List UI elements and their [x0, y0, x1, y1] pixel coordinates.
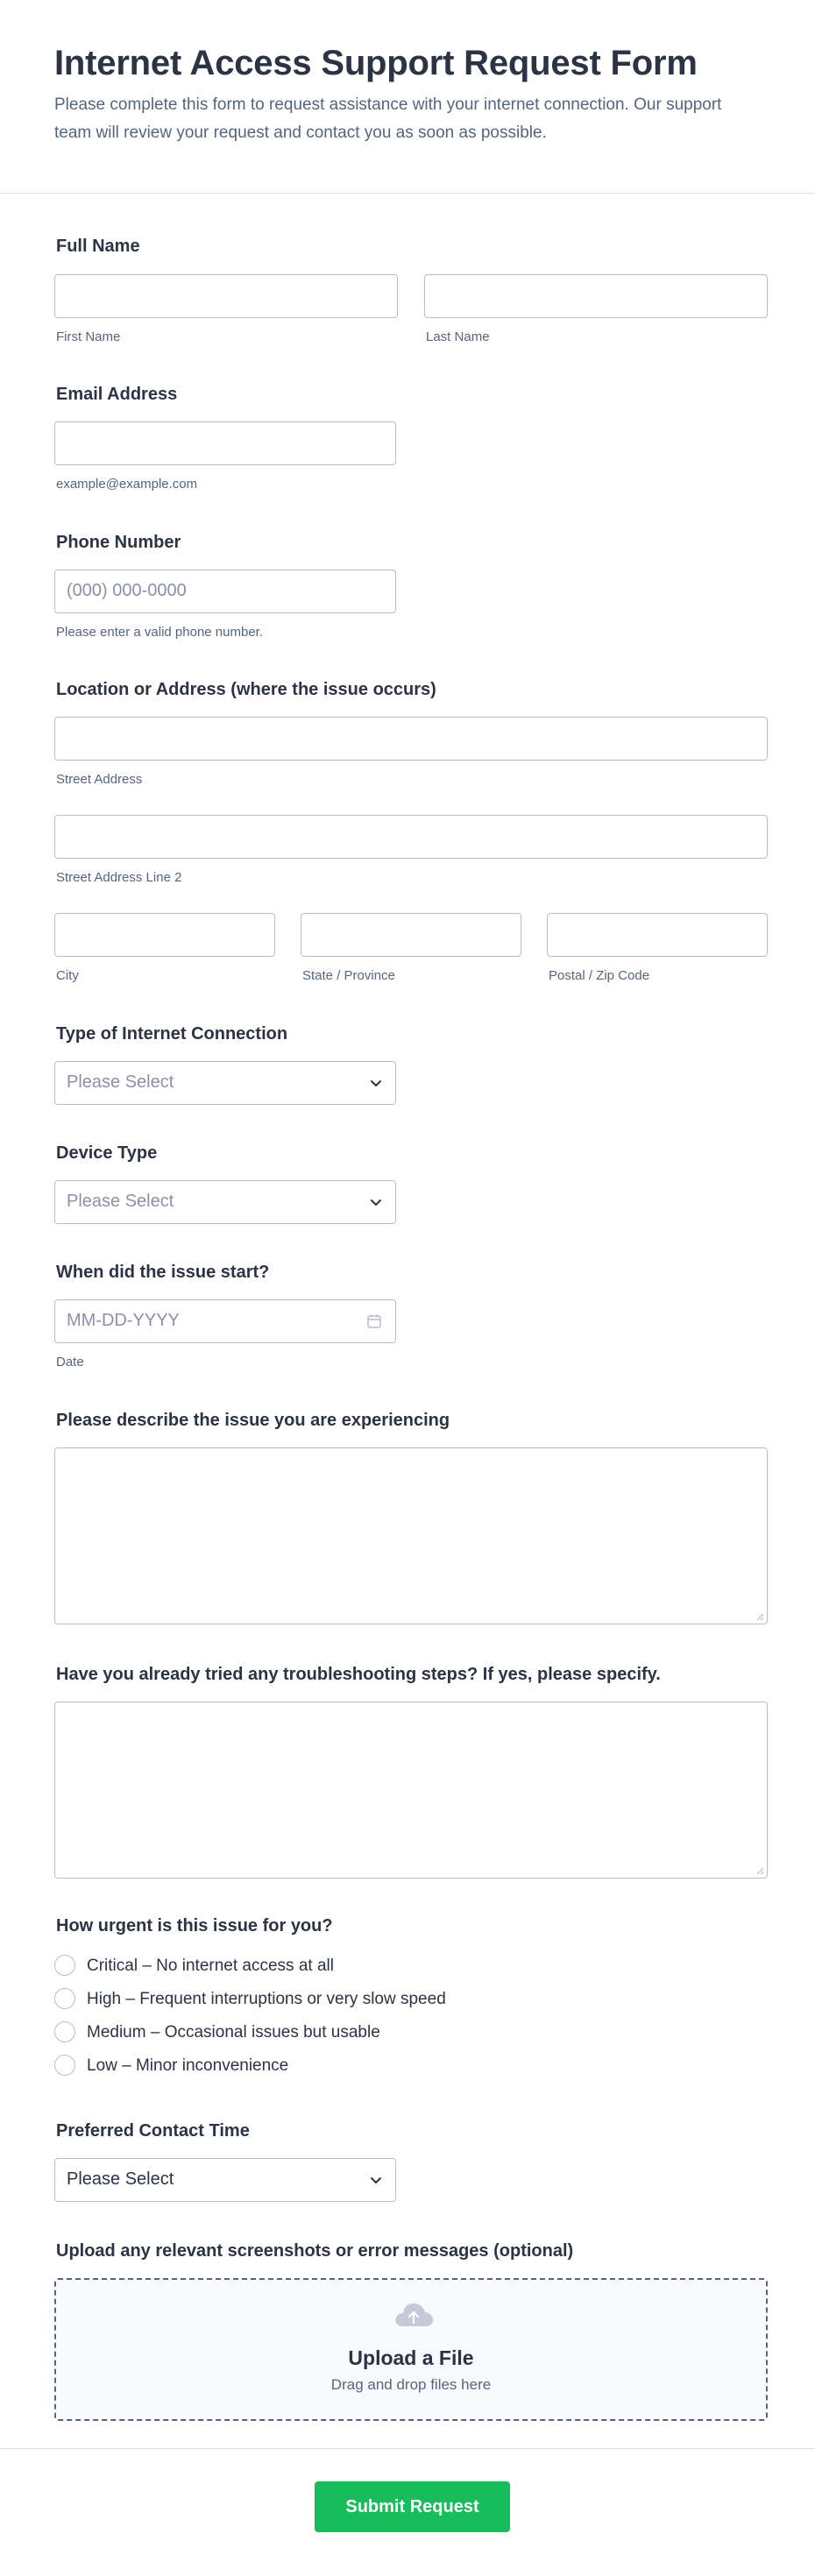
radio-button[interactable]	[54, 1988, 75, 2009]
upload-subtitle: Drag and drop files here	[330, 2376, 492, 2393]
radio-button[interactable]	[54, 2055, 75, 2076]
email-sublabel: example@example.com	[56, 477, 198, 492]
urgency-option-label: Critical – No internet access at all	[87, 1957, 334, 1975]
city-sublabel: City	[56, 968, 79, 983]
form-subtitle: Please complete this form to request assistance with your internet connection. Our support team will review your request and contact you as soon as possible.	[54, 96, 722, 142]
issue-start-label: When did the issue start?	[56, 1263, 270, 1282]
footer-divider	[0, 2448, 815, 2449]
connection-type-select[interactable]	[54, 1061, 396, 1105]
submit-button[interactable]: Submit Request	[315, 2481, 510, 2532]
upload-label: Upload any relevant screenshots or error messages (optional)	[56, 2241, 574, 2261]
resize-grip-icon[interactable]	[754, 1865, 764, 1875]
radio-button[interactable]	[54, 1955, 75, 1976]
chevron-down-icon	[367, 1074, 385, 1092]
issue-description-textarea[interactable]	[54, 1447, 768, 1624]
radio-button[interactable]	[54, 2021, 75, 2042]
zip-input[interactable]	[547, 913, 768, 957]
issue-start-date-input[interactable]	[54, 1299, 396, 1343]
device-type-selected: Please Select	[67, 1192, 174, 1211]
troubleshooting-label: Have you already tried any troubleshooting steps? If yes, please specify.	[56, 1665, 661, 1684]
issue-start-sublabel: Date	[56, 1355, 84, 1369]
email-label: Email Address	[56, 385, 178, 404]
contact-time-selected: Please Select	[67, 2169, 174, 2189]
last-name-input[interactable]	[424, 274, 768, 318]
phone-placeholder: (000) 000-0000	[67, 581, 187, 600]
connection-type-label: Type of Internet Connection	[56, 1024, 288, 1044]
address-label: Location or Address (where the issue occurs)	[56, 680, 436, 699]
device-type-select[interactable]	[54, 1180, 396, 1224]
full-name-label: Full Name	[56, 237, 140, 256]
calendar-icon[interactable]	[365, 1313, 383, 1330]
phone-sublabel: Please enter a valid phone number.	[56, 625, 263, 640]
cloud-upload-icon	[392, 2297, 436, 2332]
file-upload-dropzone[interactable]	[54, 2278, 768, 2421]
urgency-option-label: Low – Minor inconvenience	[87, 2056, 289, 2075]
street-address-input[interactable]	[54, 717, 768, 761]
troubleshooting-textarea[interactable]	[54, 1702, 768, 1879]
state-sublabel: State / Province	[302, 968, 395, 983]
contact-time-label: Preferred Contact Time	[56, 2121, 250, 2141]
contact-time-select[interactable]	[54, 2158, 396, 2202]
street-address-line2-sublabel: Street Address Line 2	[56, 870, 182, 885]
resize-grip-icon[interactable]	[754, 1610, 764, 1621]
first-name-sublabel: First Name	[56, 329, 121, 344]
form-title: Internet Access Support Request Form	[54, 44, 698, 82]
form-header	[0, 0, 815, 194]
chevron-down-icon	[367, 1193, 385, 1211]
email-input[interactable]	[54, 421, 396, 465]
zip-sublabel: Postal / Zip Code	[549, 968, 650, 983]
urgency-option-label: Medium – Occasional issues but usable	[87, 2023, 380, 2042]
urgency-option-label: High – Frequent interruptions or very slow speed	[87, 1990, 446, 2008]
chevron-down-icon	[367, 2171, 385, 2189]
upload-title: Upload a File	[348, 2346, 474, 2369]
city-input[interactable]	[54, 913, 275, 957]
last-name-sublabel: Last Name	[426, 329, 490, 344]
urgency-label: How urgent is this issue for you?	[56, 1916, 333, 1936]
issue-start-placeholder: MM-DD-YYYY	[67, 1311, 180, 1330]
connection-type-selected: Please Select	[67, 1072, 174, 1092]
street-address-line2-input[interactable]	[54, 815, 768, 859]
state-input[interactable]	[301, 913, 521, 957]
street-address-sublabel: Street Address	[56, 772, 143, 787]
phone-input[interactable]	[54, 570, 396, 613]
device-type-label: Device Type	[56, 1143, 158, 1163]
issue-description-label: Please describe the issue you are experiencing	[56, 1411, 450, 1430]
phone-label: Phone Number	[56, 533, 181, 552]
first-name-input[interactable]	[54, 274, 398, 318]
